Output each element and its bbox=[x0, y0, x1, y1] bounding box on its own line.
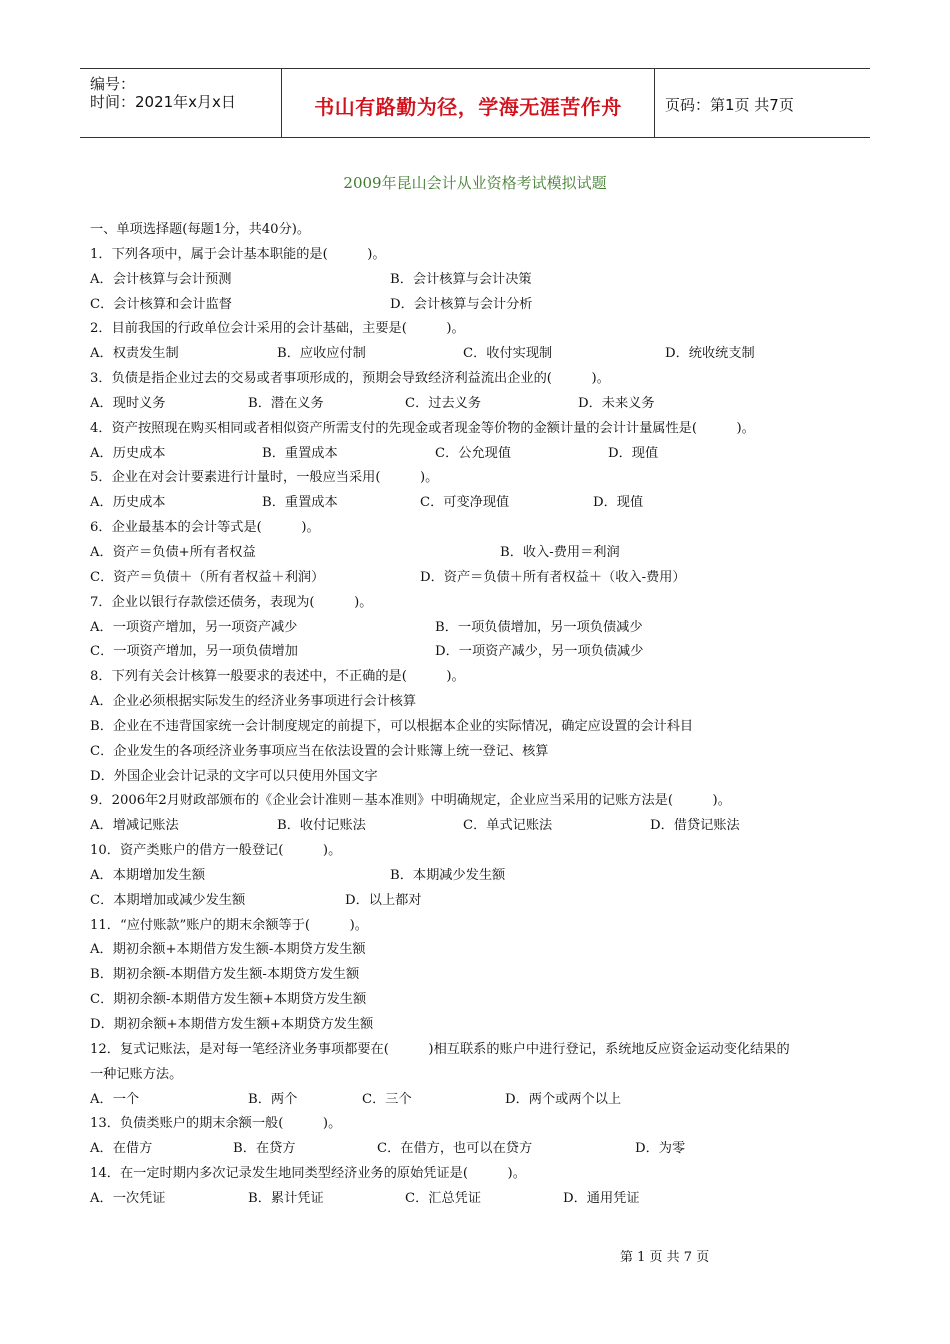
option-text: B．会计核算与会计决策 bbox=[390, 271, 532, 287]
option-row bbox=[90, 1137, 870, 1162]
header-table bbox=[80, 68, 870, 138]
option-text: D．一项资产减少，另一项负债减少 bbox=[435, 644, 644, 660]
option-text: C．一项资产增加，另一项负债增加 bbox=[90, 644, 298, 660]
option-text: A．权责发生制 bbox=[90, 346, 179, 362]
option-text: B．两个 bbox=[248, 1091, 298, 1107]
line-text: 2．目前我国的行政单位会计采用的会计基础，主要是( )。 bbox=[90, 321, 465, 337]
question-list bbox=[90, 218, 870, 1212]
option-text: B．在贷方 bbox=[233, 1141, 296, 1157]
text-line bbox=[90, 367, 870, 392]
text-line bbox=[90, 914, 870, 939]
option-text: C．收付实现制 bbox=[463, 346, 553, 362]
option-text: C．单式记账法 bbox=[463, 818, 553, 834]
line-text: 12．复式记账法，是对每一笔经济业务事项都要在( )相互联系的账户中进行登记，系统地反应资金运动变化结果的 bbox=[90, 1041, 790, 1057]
header-motto-cell bbox=[282, 69, 655, 137]
option-text: C．可变净现值 bbox=[420, 495, 510, 511]
page-label: 页码：第1页 共7页 bbox=[665, 96, 794, 114]
option-row bbox=[90, 1088, 870, 1113]
option-row bbox=[90, 342, 870, 367]
option-text: D．现值 bbox=[608, 445, 659, 461]
option-text: B．收付记账法 bbox=[277, 818, 366, 834]
line-text: 6．企业最基本的会计等式是( )。 bbox=[90, 520, 320, 536]
option-row bbox=[90, 268, 870, 293]
line-text: 14．在一定时期内多次记录发生地同类型经济业务的原始凭证是( )。 bbox=[90, 1166, 526, 1182]
line-text: 10．资产类账户的借方一般登记( )。 bbox=[90, 843, 342, 859]
option-text: A．会计核算与会计预测 bbox=[90, 271, 232, 287]
option-text: C．三个 bbox=[362, 1091, 412, 1107]
date-label: 时间：2021年x月x日 bbox=[90, 93, 236, 111]
text-line bbox=[90, 665, 870, 690]
header-meta-cell bbox=[80, 69, 282, 137]
text-line bbox=[90, 1038, 870, 1063]
text-line bbox=[90, 591, 870, 616]
option-text: A．本期增加发生额 bbox=[90, 867, 206, 883]
option-text: A．历史成本 bbox=[90, 445, 166, 461]
text-line bbox=[90, 218, 870, 243]
option-text: C．公允现值 bbox=[435, 445, 512, 461]
text-line bbox=[90, 466, 870, 491]
option-text: C．汇总凭证 bbox=[405, 1190, 482, 1206]
line-text: B．企业在不违背国家统一会计制度规定的前提下，可以根据本企业的实际情况，确定应设置的会计科目 bbox=[90, 718, 694, 734]
text-line bbox=[90, 417, 870, 442]
option-text: B．本期减少发生额 bbox=[390, 867, 506, 883]
option-text: C．过去义务 bbox=[405, 395, 482, 411]
line-text: A．期初余额+本期借方发生额-本期贷方发生额 bbox=[90, 942, 366, 958]
option-row bbox=[90, 864, 870, 889]
number-label: 编号： bbox=[90, 75, 136, 93]
option-text: A．一项资产增加，另一项资产减少 bbox=[90, 619, 298, 635]
option-row bbox=[90, 814, 870, 839]
line-text: 7．企业以银行存款偿还债务，表现为( )。 bbox=[90, 594, 373, 610]
line-text: 1．下列各项中，属于会计基本职能的是( )。 bbox=[90, 246, 386, 262]
option-row bbox=[90, 491, 870, 516]
line-text: 8．下列有关会计核算一般要求的表述中，不正确的是( )。 bbox=[90, 669, 465, 685]
text-line bbox=[90, 690, 870, 715]
option-text: C．在借方，也可以在贷方 bbox=[377, 1141, 533, 1157]
option-text: D．借贷记账法 bbox=[650, 818, 740, 834]
line-text: 一种记账方法。 bbox=[90, 1066, 183, 1082]
option-text: D．两个或两个以上 bbox=[505, 1091, 622, 1107]
line-text: D．期初余额+本期借方发生额+本期贷方发生额 bbox=[90, 1017, 374, 1032]
text-line bbox=[90, 938, 870, 963]
option-row bbox=[90, 616, 870, 641]
option-row bbox=[90, 541, 870, 566]
option-row bbox=[90, 293, 870, 318]
text-line bbox=[90, 317, 870, 342]
text-line bbox=[90, 963, 870, 988]
text-line bbox=[90, 988, 870, 1013]
line-text: A．企业必须根据实际发生的经济业务事项进行会计核算 bbox=[90, 694, 417, 710]
line-text: B．期初余额-本期借方发生额-本期贷方发生额 bbox=[90, 967, 360, 983]
option-row bbox=[90, 442, 870, 467]
option-text: B．一项负债增加，另一项负债减少 bbox=[435, 619, 643, 635]
option-text: B．累计凭证 bbox=[248, 1190, 324, 1206]
text-line bbox=[90, 243, 870, 268]
page-footer: 第 1 页 共 7 页 bbox=[620, 1250, 710, 1265]
option-text: D．现值 bbox=[593, 495, 644, 511]
option-text: B．潜在义务 bbox=[248, 395, 324, 411]
text-line bbox=[90, 516, 870, 541]
option-text: D．通用凭证 bbox=[563, 1190, 640, 1206]
option-text: A．现时义务 bbox=[90, 395, 166, 411]
line-text: 5．企业在对会计要素进行计量时，一般应当采用( )。 bbox=[90, 470, 439, 486]
option-text: C．本期增加或减少发生额 bbox=[90, 892, 246, 908]
text-line bbox=[90, 715, 870, 740]
option-text: A．一次凭证 bbox=[90, 1190, 166, 1206]
option-row bbox=[90, 392, 870, 417]
text-line bbox=[90, 1063, 870, 1088]
option-text: B．重置成本 bbox=[262, 495, 338, 511]
text-line bbox=[90, 1013, 870, 1038]
line-text: 一、单项选择题(每题1分，共40分)。 bbox=[90, 222, 311, 237]
option-row bbox=[90, 566, 870, 591]
option-text: A．历史成本 bbox=[90, 495, 166, 511]
line-text: 4．资产按照现在购买相同或者相似资产所需支付的先现金或者现金等价物的金额计量的会计计量属性是( )。 bbox=[90, 420, 755, 436]
option-text: D．以上都对 bbox=[345, 892, 422, 908]
line-text: 3．负债是指企业过去的交易或者事项形成的，预期会导致经济利益流出企业的( )。 bbox=[90, 371, 610, 387]
option-row bbox=[90, 640, 870, 665]
line-text: 13．负债类账户的期末余额一般( )。 bbox=[90, 1116, 342, 1132]
option-text: A．增减记账法 bbox=[90, 818, 179, 834]
option-text: A．资产＝负债+所有者权益 bbox=[90, 544, 256, 560]
motto: 书山有路勤为径，学海无涯苦作舟 bbox=[314, 95, 622, 119]
text-line bbox=[90, 1162, 870, 1187]
line-text: 11．“应付账款”账户的期末余额等于( )。 bbox=[90, 917, 368, 933]
option-text: C．会计核算和会计监督 bbox=[90, 296, 232, 312]
line-text: C．企业发生的各项经济业务事项应当在依法设置的会计账簿上统一登记、核算 bbox=[90, 743, 549, 759]
text-line bbox=[90, 765, 870, 790]
header-page-cell bbox=[655, 69, 870, 137]
option-text: A．一个 bbox=[90, 1091, 140, 1107]
text-line bbox=[90, 1112, 870, 1137]
text-line bbox=[90, 789, 870, 814]
line-text: C．期初余额-本期借方发生额+本期贷方发生额 bbox=[90, 992, 367, 1008]
option-text: B．重置成本 bbox=[262, 445, 338, 461]
option-text: A．在借方 bbox=[90, 1141, 153, 1157]
option-text: D．资产＝负债＋所有者权益＋（收入-费用） bbox=[420, 569, 686, 585]
option-text: C．资产＝负债＋（所有者权益＋利润） bbox=[90, 569, 325, 585]
option-text: B．应收应付制 bbox=[277, 346, 366, 362]
option-text: D．为零 bbox=[635, 1141, 686, 1157]
option-text: D．统收统支制 bbox=[665, 346, 755, 362]
option-row bbox=[90, 1187, 870, 1212]
option-row bbox=[90, 889, 870, 914]
text-line bbox=[90, 740, 870, 765]
option-text: B．收入-费用＝利润 bbox=[500, 544, 620, 560]
option-text: D．会计核算与会计分析 bbox=[390, 296, 533, 312]
line-text: 9．2006年2月财政部颁布的《企业会计准则－基本准则》中明确规定，企业应当采用的记账方法是( )。 bbox=[90, 793, 731, 809]
text-line bbox=[90, 839, 870, 864]
option-text: D．未来义务 bbox=[578, 395, 655, 411]
document-title: 2009年昆山会计从业资格考试模拟试题 bbox=[343, 174, 607, 192]
line-text: D．外国企业会计记录的文字可以只使用外国文字 bbox=[90, 768, 378, 784]
